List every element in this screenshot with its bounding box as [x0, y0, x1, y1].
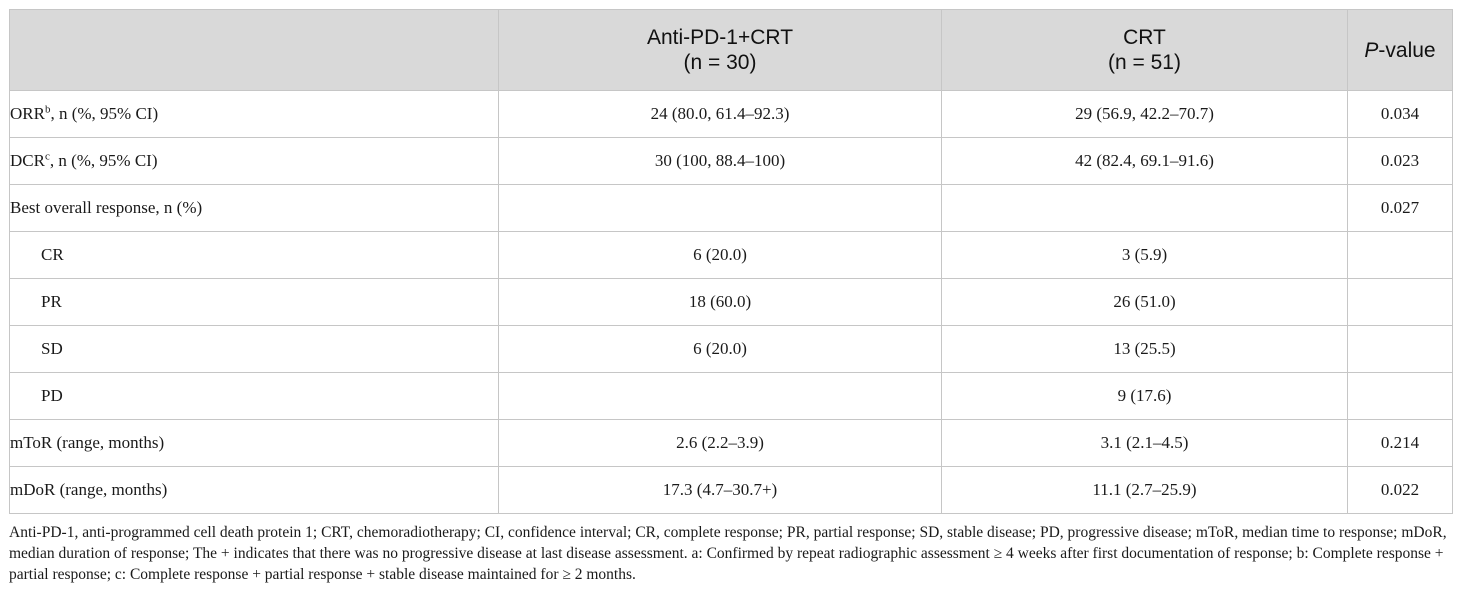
table-footnote: Anti-PD-1, anti-programmed cell death protein 1; CRT, chemoradiotherapy; CI, confidence interval; CR, complete response; PR, partial response; SD, stable disease; PD, progressive disease; mToR, median time to response; mDoR, median duration of response; The + indicates that there was no progressive disease at last disease assessment. a: Confirmed by repeat radiographic assessment ≥ 4 weeks after first documentation of response; b: Complete response + partial response; c: Complete response + partial response + stable disease maintained for ≥ 2 months.: [9, 524, 1447, 583]
header-anti-pd1-crt: [499, 10, 942, 91]
row-label-sup: b: [44, 103, 51, 116]
cell-crt: 9 (17.6): [942, 373, 1348, 420]
row-label: [10, 138, 499, 185]
header-crt-n: (n = 51): [1108, 51, 1181, 74]
table-row: [10, 420, 1453, 467]
cell-anti-pd1-crt: 30 (100, 88.4–100): [499, 138, 942, 185]
row-label: mDoR (range, months): [10, 467, 499, 514]
cell-p-value: 0.027: [1348, 185, 1453, 232]
header-anti-pd1-crt-n: (n = 30): [683, 51, 757, 74]
table-row: [10, 326, 1453, 373]
header-crt-name: CRT: [1123, 26, 1166, 49]
cell-anti-pd1-crt: [499, 185, 942, 232]
table-row: [10, 232, 1453, 279]
row-label-sup: c: [44, 150, 50, 163]
cell-anti-pd1-crt: 6 (20.0): [499, 326, 942, 373]
row-label: PR: [10, 279, 499, 326]
row-label-text: DCR: [10, 151, 45, 170]
table-row: [10, 279, 1453, 326]
cell-crt: 3 (5.9): [942, 232, 1348, 279]
cell-anti-pd1-crt: 2.6 (2.2–3.9): [499, 420, 942, 467]
cell-crt: 26 (51.0): [942, 279, 1348, 326]
cell-crt: 11.1 (2.7–25.9): [942, 467, 1348, 514]
cell-p-value: 0.034: [1348, 91, 1453, 138]
row-label: [10, 91, 499, 138]
cell-crt: [942, 185, 1348, 232]
header-p-italic: P: [1364, 38, 1379, 62]
response-table: [9, 9, 1453, 514]
cell-p-value: 0.023: [1348, 138, 1453, 185]
row-label: mToR (range, months): [10, 420, 499, 467]
table-row: [10, 91, 1453, 138]
row-label: Best overall response, n (%): [10, 185, 499, 232]
cell-crt: 3.1 (2.1–4.5): [942, 420, 1348, 467]
header-anti-pd1-crt-name: Anti-PD-1+CRT: [646, 26, 794, 49]
row-label: CR: [10, 232, 499, 279]
cell-p-value: [1348, 373, 1453, 420]
cell-anti-pd1-crt: [499, 373, 942, 420]
table-row: [10, 373, 1453, 420]
cell-p-value: [1348, 232, 1453, 279]
table-row: [10, 138, 1453, 185]
cell-crt: 29 (56.9, 42.2–70.7): [942, 91, 1348, 138]
header-p-rest: -value: [1378, 38, 1436, 62]
cell-p-value: 0.214: [1348, 420, 1453, 467]
row-label-rest: , n (%, 95% CI): [50, 104, 159, 123]
cell-p-value: 0.022: [1348, 467, 1453, 514]
cell-crt: 42 (82.4, 69.1–91.6): [942, 138, 1348, 185]
row-label: SD: [10, 326, 499, 373]
header-crt: [942, 10, 1348, 91]
table-row: [10, 467, 1453, 514]
cell-anti-pd1-crt: 24 (80.0, 61.4–92.3): [499, 91, 942, 138]
cell-p-value: [1348, 279, 1453, 326]
cell-crt: 13 (25.5): [942, 326, 1348, 373]
row-label-rest: , n (%, 95% CI): [49, 151, 158, 170]
header-p-value: [1348, 10, 1453, 91]
table-row: [10, 185, 1453, 232]
row-label: PD: [10, 373, 499, 420]
cell-anti-pd1-crt: 17.3 (4.7–30.7+): [499, 467, 942, 514]
header-cell-empty: [10, 10, 499, 91]
table-container: [9, 9, 1452, 585]
cell-anti-pd1-crt: 6 (20.0): [499, 232, 942, 279]
row-label-text: ORR: [10, 104, 45, 123]
cell-p-value: [1348, 326, 1453, 373]
cell-anti-pd1-crt: 18 (60.0): [499, 279, 942, 326]
header-row: [10, 10, 1453, 91]
